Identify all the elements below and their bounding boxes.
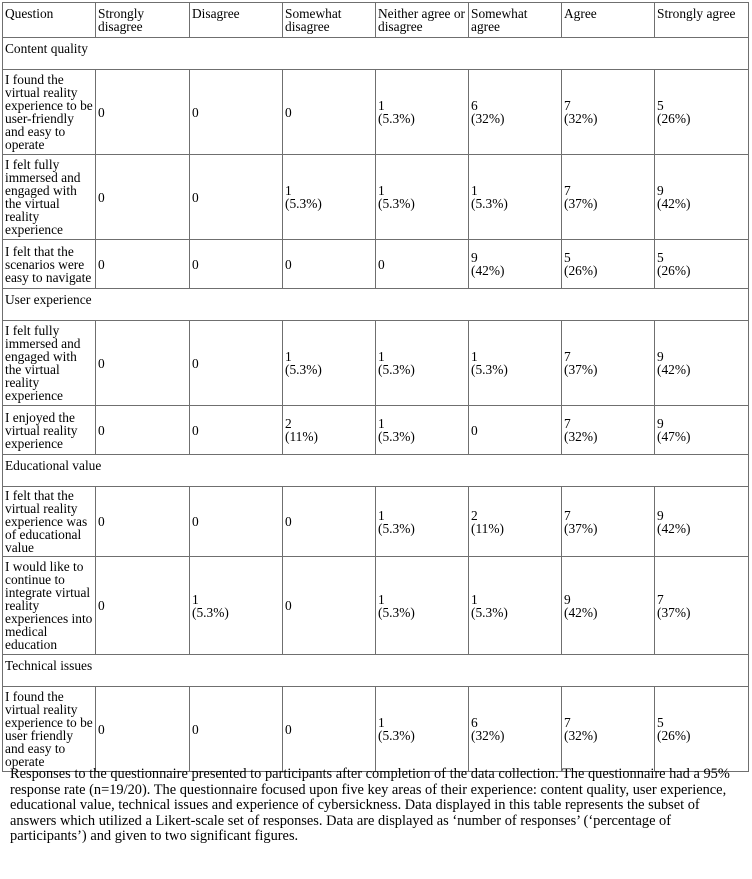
likert-results-table <box>2 2 749 772</box>
column-header: Strongly disagree <box>96 3 190 38</box>
response-cell: 1 (5.3%) <box>283 321 376 406</box>
response-cell: 0 <box>283 240 376 289</box>
response-cell: 0 <box>96 240 190 289</box>
section-row <box>3 289 749 321</box>
question-cell: I felt fully immersed and engaged with the virtual reality experience <box>3 321 96 406</box>
response-cell: 7 (37%) <box>562 321 655 406</box>
response-cell: 0 <box>96 406 190 455</box>
section-title: Content quality <box>3 38 749 70</box>
response-cell: 9 (42%) <box>655 155 749 240</box>
column-header: Somewhat agree <box>469 3 562 38</box>
response-cell: 1 (5.3%) <box>376 487 469 557</box>
response-cell: 0 <box>96 70 190 155</box>
response-cell: 0 <box>283 557 376 655</box>
response-cell: 0 <box>190 687 283 772</box>
response-cell: 5 (26%) <box>655 240 749 289</box>
question-cell: I felt fully immersed and engaged with the virtual reality experience <box>3 155 96 240</box>
column-header: Disagree <box>190 3 283 38</box>
response-cell: 9 (42%) <box>655 321 749 406</box>
column-header: Strongly agree <box>655 3 749 38</box>
response-cell: 9 (42%) <box>562 557 655 655</box>
table-row <box>3 155 749 240</box>
response-cell: 0 <box>283 487 376 557</box>
response-cell: 0 <box>96 321 190 406</box>
response-cell: 0 <box>96 557 190 655</box>
response-cell: 0 <box>469 406 562 455</box>
question-cell: I felt that the scenarios were easy to navigate <box>3 240 96 289</box>
response-cell: 9 (42%) <box>655 487 749 557</box>
question-cell: I found the virtual reality experience to be user-friendly and easy to operate <box>3 70 96 155</box>
response-cell: 0 <box>283 70 376 155</box>
response-cell: 9 (47%) <box>655 406 749 455</box>
response-cell: 0 <box>190 321 283 406</box>
response-cell: 6 (32%) <box>469 687 562 772</box>
header-row <box>3 3 749 38</box>
response-cell: 1 (5.3%) <box>469 155 562 240</box>
response-cell: 1 (5.3%) <box>283 155 376 240</box>
table-row <box>3 487 749 557</box>
column-header: Question <box>3 3 96 38</box>
column-header: Agree <box>562 3 655 38</box>
response-cell: 2 (11%) <box>283 406 376 455</box>
response-cell: 5 (26%) <box>655 687 749 772</box>
response-cell: 0 <box>190 70 283 155</box>
table-row <box>3 240 749 289</box>
response-cell: 2 (11%) <box>469 487 562 557</box>
response-cell: 0 <box>190 487 283 557</box>
response-cell: 5 (26%) <box>655 70 749 155</box>
table-row <box>3 406 749 455</box>
response-cell: 0 <box>376 240 469 289</box>
response-cell: 1 (5.3%) <box>469 321 562 406</box>
response-cell: 0 <box>283 687 376 772</box>
response-cell: 7 (37%) <box>655 557 749 655</box>
response-cell: 1 (5.3%) <box>190 557 283 655</box>
section-row <box>3 38 749 70</box>
table-body <box>3 38 749 772</box>
section-title: User experience <box>3 289 749 321</box>
response-cell: 0 <box>96 155 190 240</box>
response-cell: 1 (5.3%) <box>376 557 469 655</box>
response-cell: 1 (5.3%) <box>376 321 469 406</box>
section-row <box>3 455 749 487</box>
response-cell: 1 (5.3%) <box>376 687 469 772</box>
response-cell: 7 (32%) <box>562 406 655 455</box>
response-cell: 1 (5.3%) <box>376 406 469 455</box>
response-cell: 9 (42%) <box>469 240 562 289</box>
table-caption: Responses to the questionnaire presented to participants after completion of the data collection. The questionnaire had a 95% response rate (n=19/20). The questionnaire focused upon five key areas of their experience: content quality, user experience, educational value, technical issues and experience of cybersickness. Data displayed in this table represents the subset of answers which utilized a Likert-scale set of responses. Data are displayed as ‘number of responses’ (‘percentage of participants’) and given to two significant figures. <box>10 766 730 845</box>
table-row <box>3 70 749 155</box>
column-header: Neither agree or disagree <box>376 3 469 38</box>
section-title: Educational value <box>3 455 749 487</box>
question-cell: I enjoyed the virtual reality experience <box>3 406 96 455</box>
section-title: Technical issues <box>3 655 749 687</box>
response-cell: 0 <box>96 687 190 772</box>
response-cell: 0 <box>190 240 283 289</box>
response-cell: 1 (5.3%) <box>376 155 469 240</box>
response-cell: 0 <box>190 155 283 240</box>
section-row <box>3 655 749 687</box>
column-header: Somewhat disagree <box>283 3 376 38</box>
question-cell: I found the virtual reality experience to be user friendly and easy to operate <box>3 687 96 772</box>
response-cell: 1 (5.3%) <box>376 70 469 155</box>
question-cell: I would like to continue to integrate virtual reality experiences into medical education <box>3 557 96 655</box>
response-cell: 7 (32%) <box>562 70 655 155</box>
table-row <box>3 557 749 655</box>
response-cell: 0 <box>96 487 190 557</box>
response-cell: 7 (37%) <box>562 487 655 557</box>
response-cell: 1 (5.3%) <box>469 557 562 655</box>
table-row <box>3 687 749 772</box>
response-cell: 5 (26%) <box>562 240 655 289</box>
question-cell: I felt that the virtual reality experience was of educational value <box>3 487 96 557</box>
response-cell: 6 (32%) <box>469 70 562 155</box>
response-cell: 7 (32%) <box>562 687 655 772</box>
response-cell: 7 (37%) <box>562 155 655 240</box>
response-cell: 0 <box>190 406 283 455</box>
table-row <box>3 321 749 406</box>
